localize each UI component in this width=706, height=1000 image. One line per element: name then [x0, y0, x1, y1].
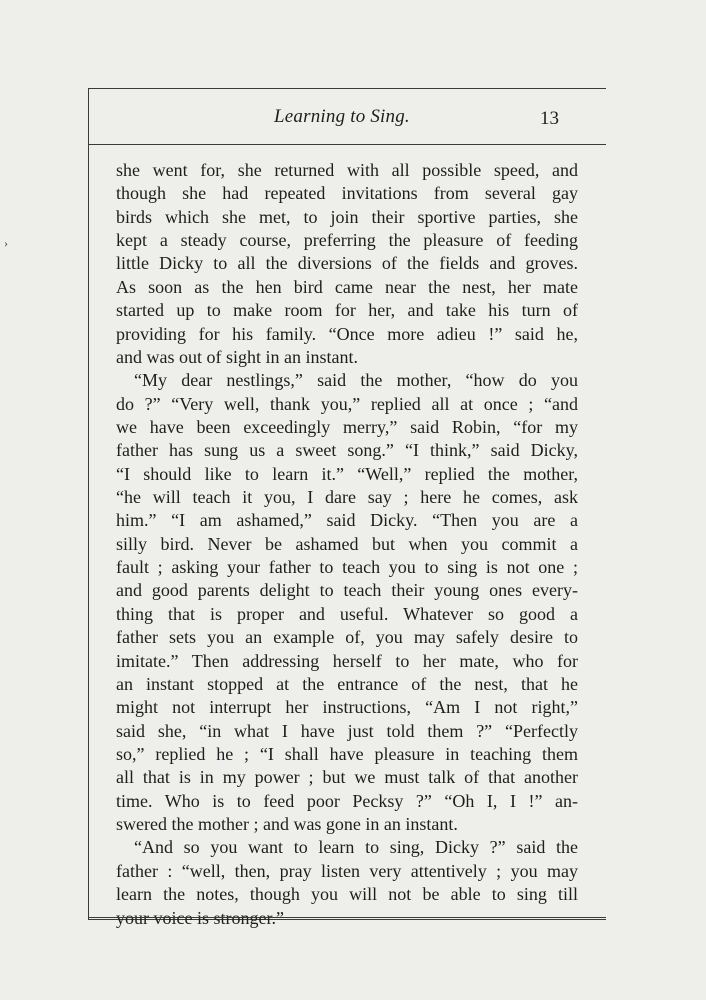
header-rule [88, 144, 606, 145]
running-title: Learning to Sing. [274, 106, 410, 127]
text-line: “I should like to learn it.” “Well,” replied the mother, [116, 463, 578, 484]
text-line: silly bird. Never be ashamed but when you commit a [116, 533, 578, 554]
text-line: so,” replied he ; “I shall have pleasure in teaching them [116, 743, 578, 764]
text-line: we have been exceedingly merry,” said Robin, “for my [116, 416, 578, 437]
page-header [88, 106, 606, 136]
text-line: kept a steady course, preferring the pleasure of feeding [116, 230, 578, 251]
text-line: father : “well, then, pray listen very attentively ; you may [116, 860, 578, 881]
bottom-rule [88, 917, 606, 918]
text-line: though she had repeated invitations from several gay [116, 183, 578, 204]
text-line: time. Who is to feed poor Pecksy ?” “Oh I, I !” an- [116, 790, 578, 811]
text-line: “he will teach it you, I dare say ; here he comes, ask [116, 487, 578, 508]
text-line: and good parents delight to teach their young ones every- [116, 580, 578, 601]
text-line: she went for, she returned with all possible speed, and [116, 160, 578, 180]
text-line: all that is in my power ; but we must talk of that another [116, 767, 578, 788]
text-line: swered the mother ; and was gone in an instant. [116, 814, 458, 835]
text-line: providing for his family. “Once more adieu !” said he, [116, 323, 578, 344]
text-line: father sets you an example of, you may safely desire to [116, 627, 578, 648]
text-line: imitate.” Then addressing herself to her mate, who for [116, 650, 578, 671]
text-line: and was out of sight in an instant. [116, 346, 358, 367]
text-line: “My dear nestlings,” said the mother, “how do you [134, 370, 578, 391]
text-line: fault ; asking your father to teach you to sing is not one ; [116, 557, 578, 578]
text-line: an instant stopped at the entrance of the nest, that he [116, 673, 578, 694]
text-line: little Dicky to all the diversions of the fields and groves. [116, 253, 578, 274]
text-line: As soon as the hen bird came near the nest, her mate [116, 276, 578, 297]
text-line: your voice is stronger.” [116, 907, 284, 928]
text-line: father has sung us a sweet song.” “I think,” said Dicky, [116, 440, 578, 461]
text-line: him.” “I am ashamed,” said Dicky. “Then you are a [116, 510, 578, 531]
text-line: thing that is proper and useful. Whatever so good a [116, 603, 578, 624]
text-line: learn the notes, though you will not be able to sing till [116, 884, 578, 905]
text-line: do ?” “Very well, thank you,” replied all at once ; “and [116, 393, 578, 414]
page-number: 13 [540, 108, 559, 129]
text-line: said she, “in what I have just told them ?” “Perfectly [116, 720, 578, 741]
text-line: “And so you want to learn to sing, Dicky ?” said the [134, 837, 578, 858]
text-line: might not interrupt her instructions, “Am I not right,” [116, 697, 578, 718]
margin-mark-icon: › [4, 236, 8, 250]
body-text [116, 159, 578, 930]
text-line: birds which she met, to join their sportive parties, she [116, 206, 578, 227]
text-line: started up to make room for her, and take his turn of [116, 300, 578, 321]
